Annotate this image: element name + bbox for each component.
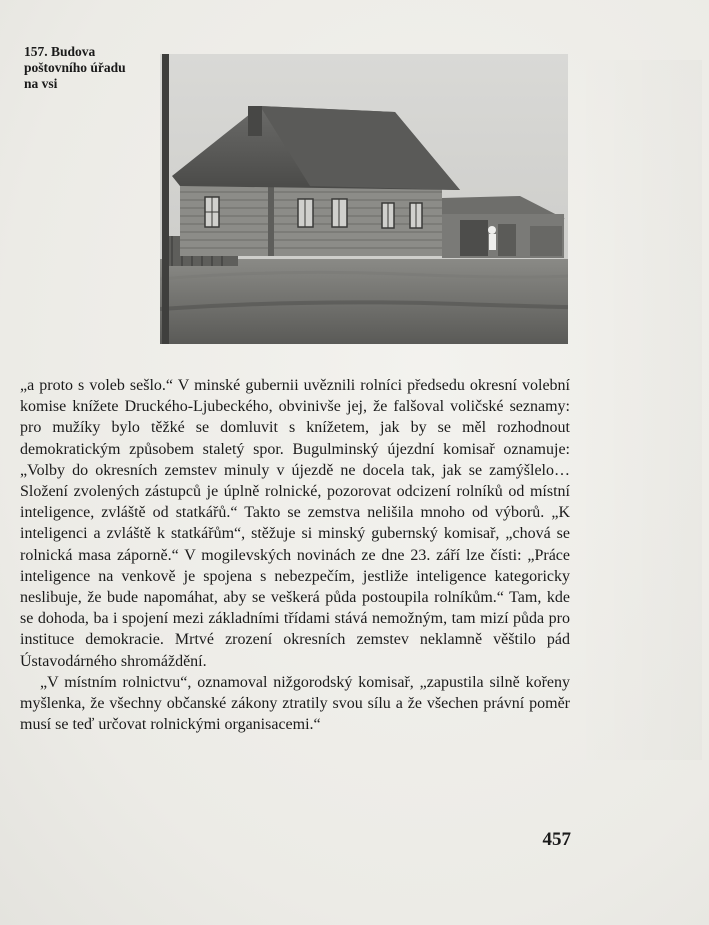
post-office-photo	[160, 54, 568, 344]
caption-line: 157. Budova	[24, 44, 96, 59]
page-number: 457	[542, 829, 571, 850]
paragraph: „V místním rolnictvu“, oznamoval nižgorodský komisař, „zapustila silně kořeny myšlenka, že všechny občanské zákony ztratily svou sílu a že všechen právní poměr musí se teď určovat rolnickými organisacemi.“	[20, 673, 570, 734]
caption-line: poštovního úřadu	[24, 60, 126, 75]
paragraph: „a proto s voleb sešlo.“ V minské gubernii uvěznili rolníci předsedu okresní volební komise knížete Druckého-Ljubeckého, obvinivše jej, že falšoval voličské seznamy: pro mužíky bylo těžké se domluvit s knížetem, jak by se měl rozhodnout demokratickým způsobem staletý spor. Bugulminský újezdní komisař oznamuje: „Volby do okresních zemstev minuly v újezdě ne docela tak, jak se zamýšlelo… Složení zvolených zástupců je úplně rolnické, pozorovat odcizení rolníků od místní inteligence, zvláště od statkářů.“ Takto se zemstva nelišila mnoho od výborů. „K inteligenci a zvláště k statkářům“, stěžuje si minský gubernský komisař, „chová se rolnická masa záporně.“ V mogilevských novinách ze dne 23. září lze čísti: „Práce inteligence na venkově je spojena s nebezpečím, jestliže inteligence kategoricky neslibuje, že bude napomáhat, aby se veškerá půda postoupila rolníkům.“ Tam, kde se dohoda, ba i spojení mezi základními třídami stává nemožným, tam mizí půda pro instituce demokracie. Mrtvé zrození okresních zemstev neklamně věštilo pád Ústavodárného shromáždění.	[20, 377, 570, 670]
body-text	[20, 375, 570, 735]
caption-line: na vsi	[24, 76, 58, 91]
figure-caption	[24, 44, 159, 92]
show-through-shadow	[572, 60, 702, 760]
